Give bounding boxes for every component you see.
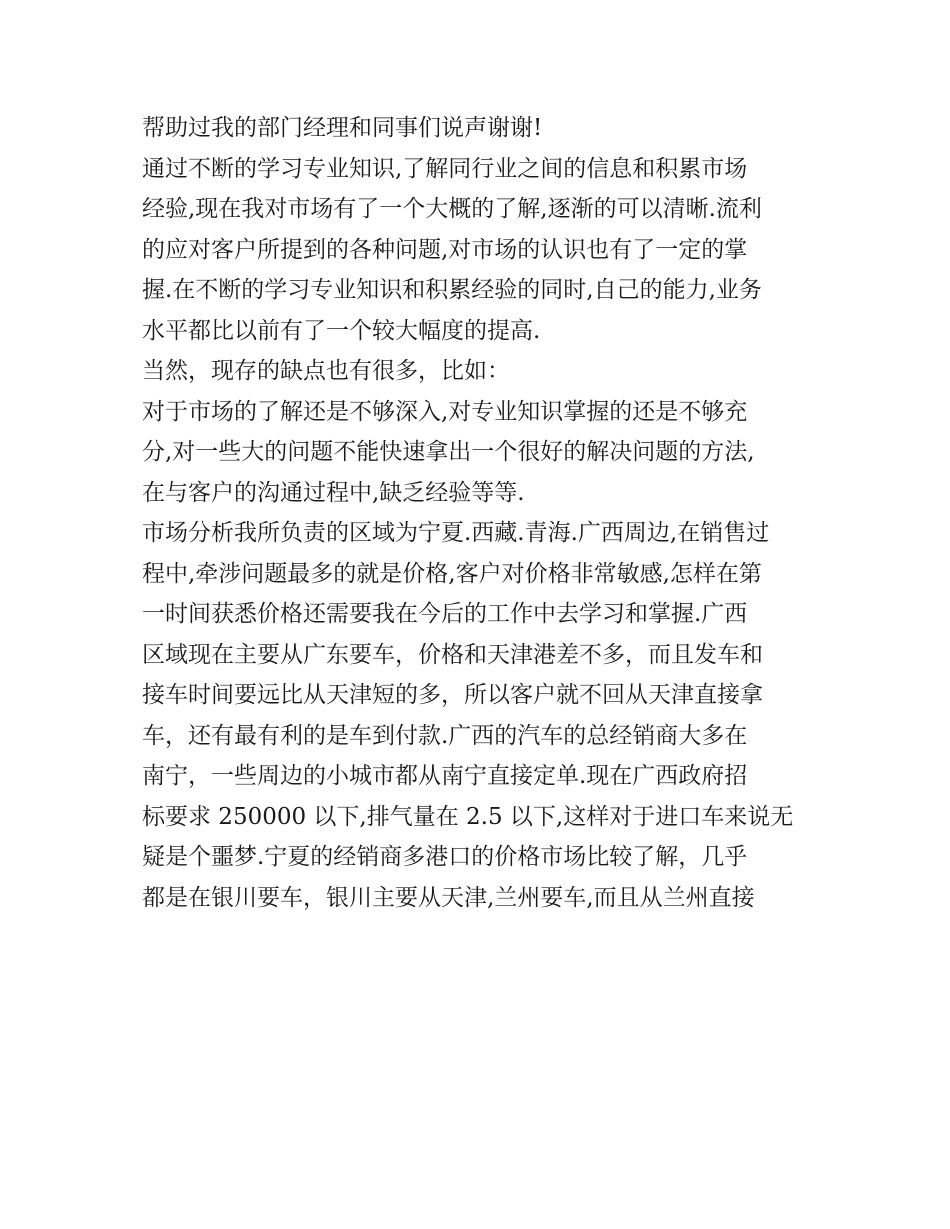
- text-line: 区域现在主要从广东要车，价格和天津港差不多，而且发车和: [142, 641, 763, 668]
- text-line: 在与客户的沟通过程中,缺乏经验等等.: [142, 479, 525, 506]
- document-body: [142, 108, 822, 918]
- text-line: 分,对一些大的问题不能快速拿出一个很好的解决问题的方法,: [142, 439, 755, 465]
- text-line: 通过不断的学习专业知识,了解同行业之间的信息和积累市场: [142, 155, 748, 182]
- text-line: 当然，现存的缺点也有很多，比如：: [142, 358, 510, 384]
- text-line: 车，还有最有利的是车到付款.广西的汽车的总经销商大多在: [142, 722, 748, 749]
- text-line: 标要求 250000 以下,排气量在 2.5 以下,这样对于进口车来说无: [142, 803, 794, 830]
- text-line: 一时间获悉价格还需要我在今后的工作中去学习和掌握.广西: [142, 601, 748, 627]
- text-line: 水平都比以前有了一个较大幅度的提高.: [142, 317, 541, 344]
- text-line: 南宁，一些周边的小城市都从南宁直接定单.现在广西政府招: [142, 763, 748, 789]
- text-line: 经验,现在我对市场有了一个大概的了解,逐渐的可以清晰.流利: [142, 196, 762, 222]
- text-line: 的应对客户所提到的各种问题,对市场的认识也有了一定的掌: [142, 236, 748, 263]
- text-line: 帮助过我的部门经理和同事们说声谢谢!: [142, 115, 543, 141]
- text-line: 程中,牵涉问题最多的就是价格,客户对价格非常敏感,怎样在第: [142, 560, 762, 587]
- text-line: 市场分析我所负责的区域为宁夏.西藏.青海.广西周边,在销售过: [142, 520, 770, 546]
- text-line: 接车时间要远比从天津短的多，所以客户就不回从天津直接拿: [142, 682, 763, 708]
- text-line: 对于市场的了解还是不够深入,对专业知识掌握的还是不够充: [142, 398, 748, 425]
- text-line: 握.在不断的学习专业知识和积累经验的同时,自己的能力,业务: [142, 277, 762, 303]
- text-line: 都是在银川要车，银川主要从天津,兰州要车,而且从兰州直接: [142, 884, 755, 911]
- text-line: 疑是个噩梦.宁夏的经销商多港口的价格市场比较了解，几乎: [142, 844, 748, 870]
